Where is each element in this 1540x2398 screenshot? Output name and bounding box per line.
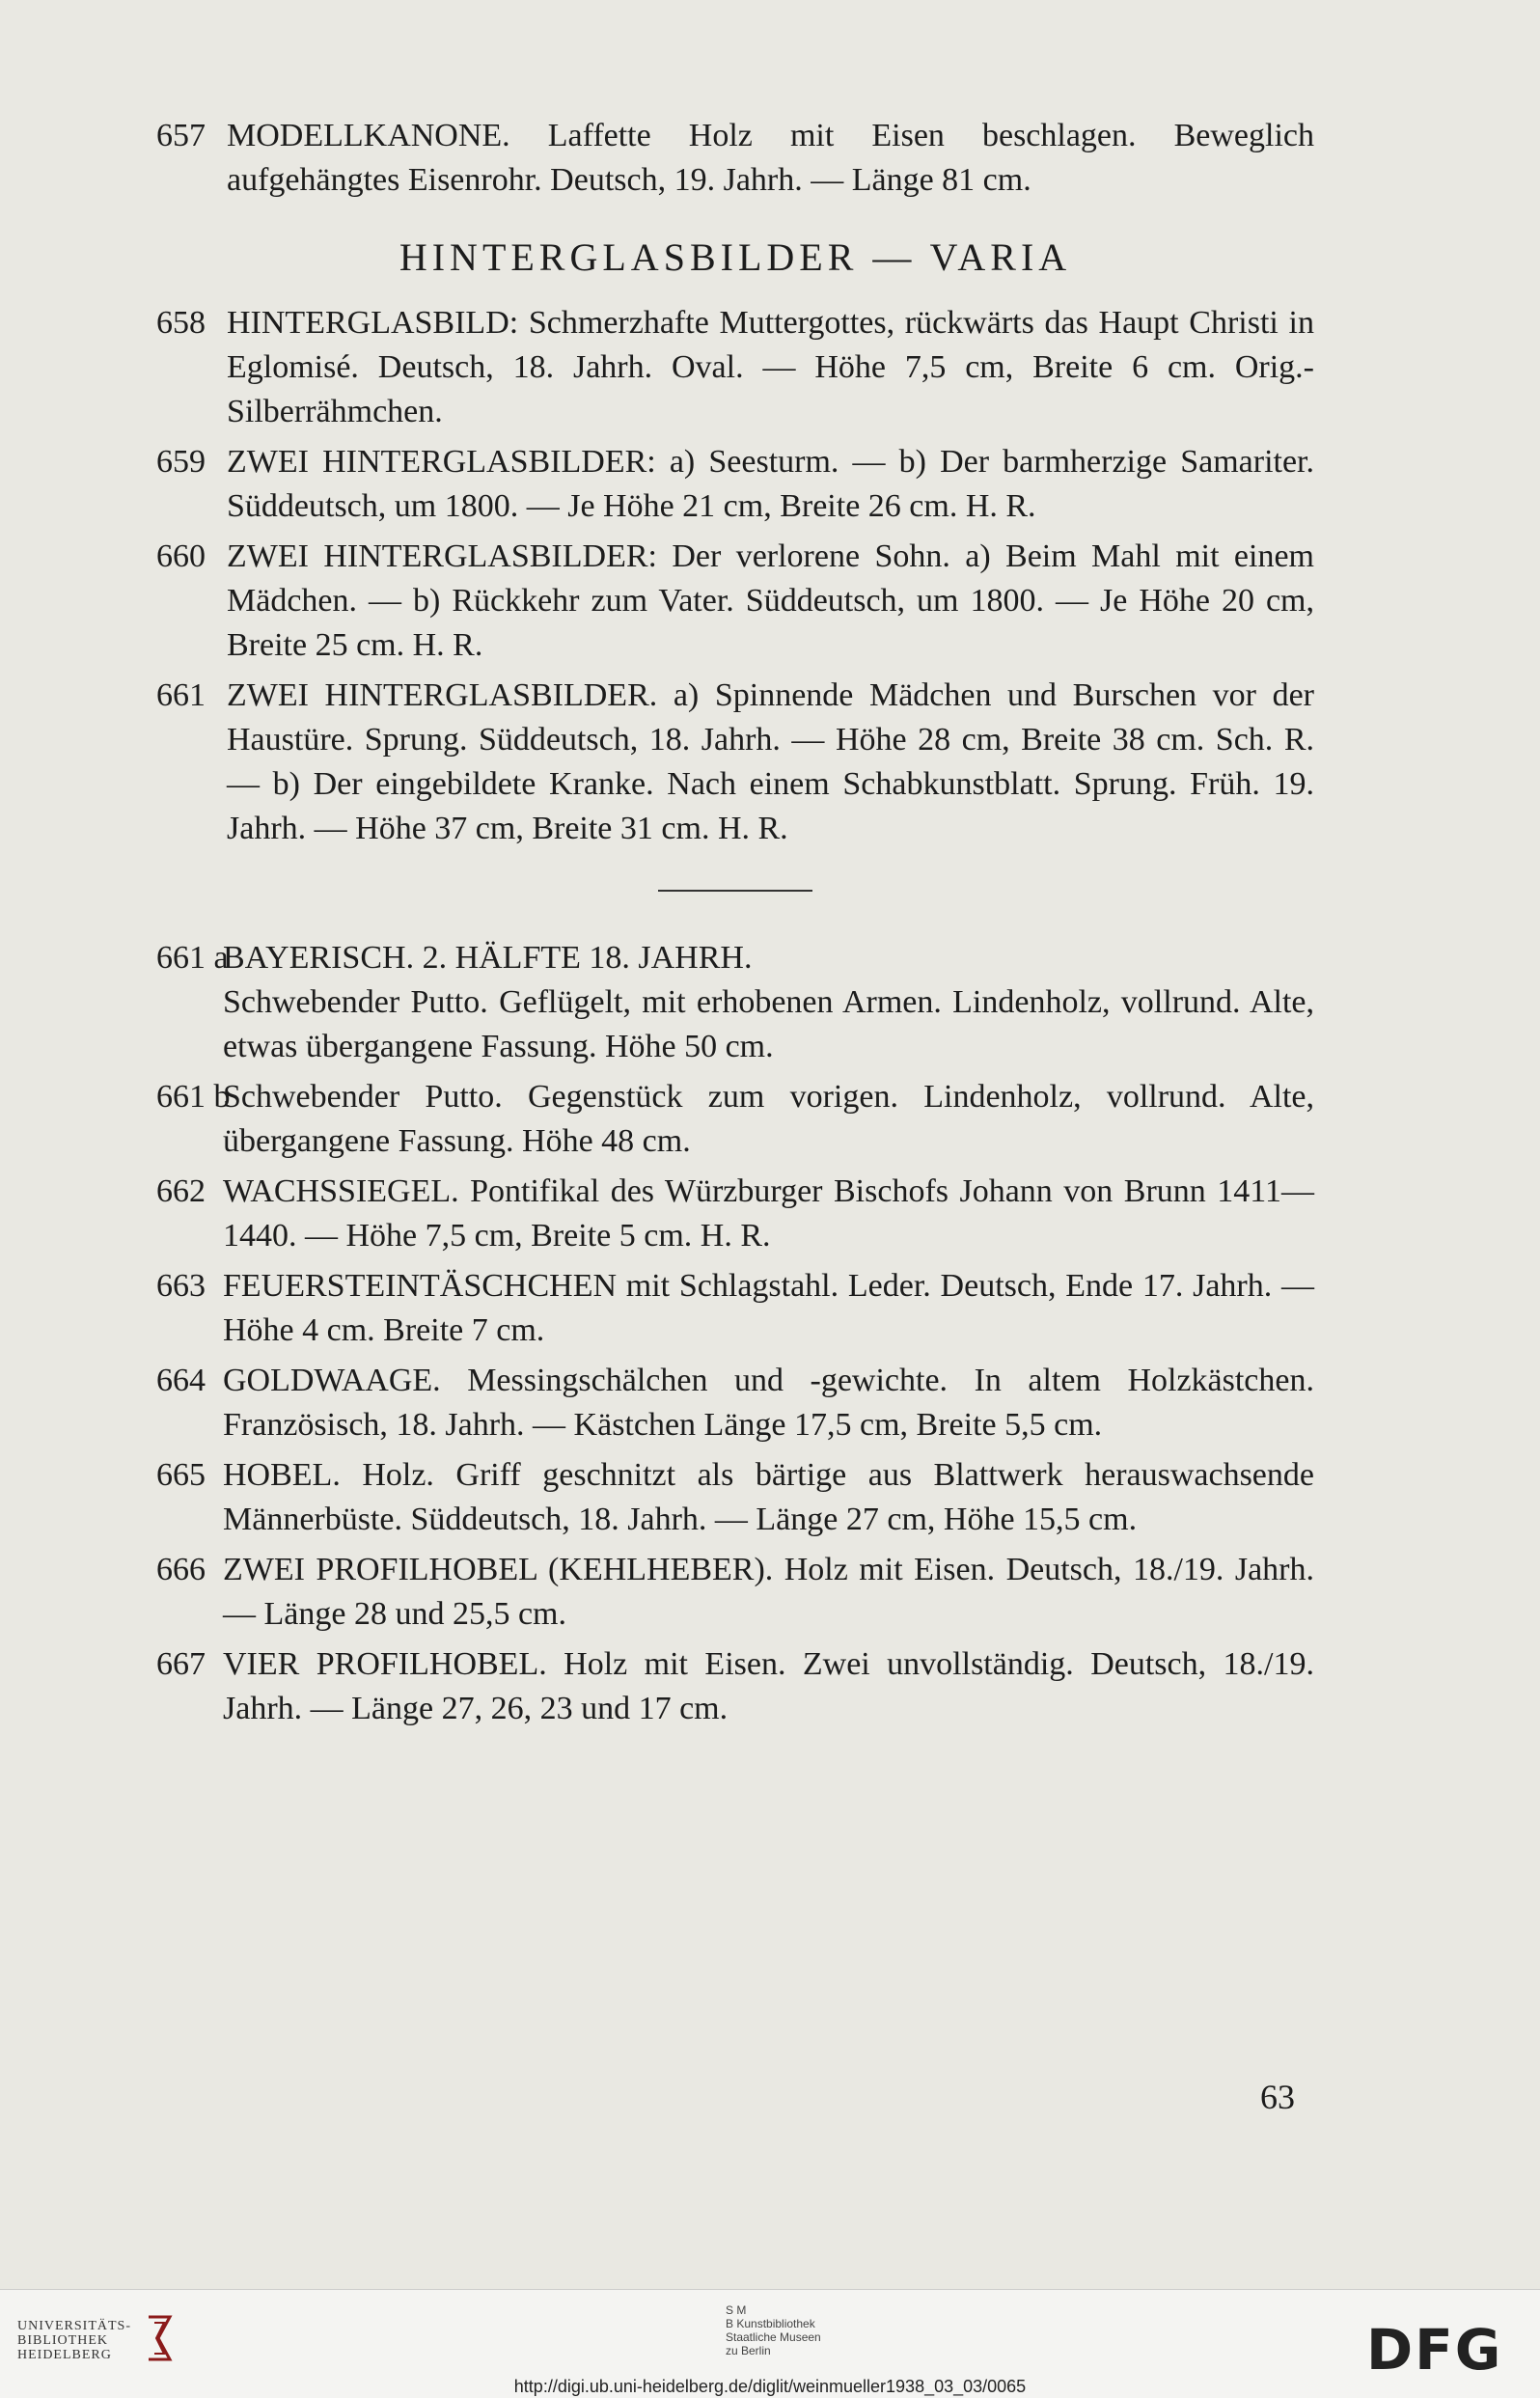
- catalog-entry-658: [156, 301, 1314, 434]
- entry-text: MODELLKANONE. Laffette Holz mit Eisen beschlagen. Beweglich aufgehängtes Eisenrohr. Deutsch, 19. Jahrh. — Länge 81 cm.: [227, 118, 1314, 198]
- credit-line: Staatliche Museen: [726, 2330, 821, 2344]
- entry-number: 661 a: [156, 940, 229, 976]
- entry-text: VIER PROFILHOBEL. Holz mit Eisen. Zwei unvollständig. Deutsch, 18./19. Jahrh. — Länge 27, 26, 23 und 17 cm.: [223, 1646, 1314, 1726]
- entry-number: 663: [156, 1268, 206, 1304]
- university-library-logo[interactable]: [17, 2319, 131, 2362]
- credit-line: S M: [726, 2303, 747, 2317]
- dfg-logo[interactable]: DFG: [1366, 2317, 1503, 2383]
- catalog-entry-661b: [156, 1075, 1314, 1164]
- entry-text: GOLDWAAGE. Messingschälchen und -gewichte. In altem Holzkästchen. Französisch, 18. Jahrh. — Kästchen Länge 17,5 cm, Breite 5,5 cm.: [223, 1363, 1314, 1443]
- entry-text: ZWEI HINTERGLASBILDER: Der verlorene Sohn. a) Beim Mahl mit einem Mädchen. — b) Rückkehr zum Vater. Süddeutsch, um 1800. — Je Höhe 20 cm, Breite 25 cm. H. R.: [227, 538, 1314, 663]
- entry-number: 662: [156, 1173, 206, 1209]
- entry-number: 664: [156, 1363, 206, 1398]
- entry-number: 666: [156, 1552, 206, 1587]
- viewer-footer: [0, 2289, 1540, 2398]
- catalog-entry-661: [156, 674, 1314, 851]
- credit-line: zu Berlin: [726, 2344, 771, 2357]
- entry-number: 658: [156, 305, 206, 341]
- entry-text: Schwebender Putto. Geflügelt, mit erhobenen Armen. Lindenholz, vollrund. Alte, etwas übergangene Fassung. Höhe 50 cm.: [223, 984, 1314, 1064]
- catalog-entry-660: [156, 535, 1314, 668]
- museum-credit: [726, 2303, 821, 2357]
- section-heading: HINTERGLASBILDER — VARIA: [399, 235, 1072, 279]
- entry-text: HINTERGLASBILD: Schmerzhafte Muttergottes, rückwärts das Haupt Christi in Eglomisé. Deutsch, 18. Jahrh. Oval. — Höhe 7,5 cm, Breite 6 cm. Orig.-Silberrähmchen.: [227, 305, 1314, 429]
- entry-number: 661: [156, 677, 206, 713]
- catalog-entry-659: [156, 440, 1314, 529]
- catalog-entry-664: [156, 1359, 1314, 1447]
- divider-rule: [658, 890, 812, 892]
- entry-number: 660: [156, 538, 206, 574]
- catalog-entry-662: [156, 1170, 1314, 1258]
- entry-number: 657: [156, 118, 206, 153]
- catalog-entry-665: [156, 1453, 1314, 1542]
- entry-number: 665: [156, 1457, 206, 1493]
- entry-heading: BAYERISCH. 2. HÄLFTE 18. JAHRH.: [223, 940, 753, 976]
- entry-text: Schwebender Putto. Gegenstück zum vorigen. Lindenholz, vollrund. Alte, übergangene Fassung. Höhe 48 cm.: [223, 1079, 1314, 1159]
- page-number: 63: [1260, 2078, 1295, 2116]
- logo-line: HEIDELBERG: [17, 2348, 112, 2362]
- entry-text: WACHSSIEGEL. Pontifikal des Würzburger Bischofs Johann von Brunn 1411—1440. — Höhe 7,5 cm, Breite 5 cm. H. R.: [223, 1173, 1314, 1254]
- catalog-entry-657: [156, 114, 1314, 203]
- entry-text: ZWEI PROFILHOBEL (KEHLHEBER). Holz mit Eisen. Deutsch, 18./19. Jahrh. — Länge 28 und 25,5 cm.: [223, 1552, 1314, 1632]
- catalog-entry-666: [156, 1548, 1314, 1637]
- entry-text: ZWEI HINTERGLASBILDER: a) Seesturm. — b) Der barmherzige Samariter. Süddeutsch, um 1800. — Je Höhe 21 cm, Breite 26 cm. H. R.: [227, 444, 1314, 524]
- catalog-entry-667: [156, 1642, 1314, 1731]
- entry-number: 667: [156, 1646, 206, 1682]
- entry-text: ZWEI HINTERGLASBILDER. a) Spinnende Mädchen und Burschen vor der Haustüre. Sprung. Süddeutsch, 18. Jahrh. — Höhe 28 cm, Breite 38 cm. Sch. R. — b) Der eingebildete Kranke. Nach einem Schabkunstblatt. Sprung. Früh. 19. Jahrh. — Höhe 37 cm, Breite 31 cm. H. R.: [227, 677, 1314, 846]
- permalink-url[interactable]: http://digi.ub.uni-heidelberg.de/diglit/weinmueller1938_03_03/0065: [513, 2377, 1027, 2396]
- university-mark-icon: [141, 2309, 179, 2367]
- credit-line: B Kunstbibliothek: [726, 2317, 815, 2330]
- logo-line: UNIVERSITÄTS-: [17, 2319, 131, 2333]
- logo-line: BIBLIOTHEK: [17, 2333, 108, 2348]
- page-content: [156, 114, 1314, 1737]
- entry-number: 659: [156, 444, 206, 480]
- entry-number: 661 b: [156, 1079, 231, 1115]
- entry-text: FEUERSTEINTÄSCHCHEN mit Schlagstahl. Leder. Deutsch, Ende 17. Jahrh. — Höhe 4 cm. Breite 7 cm.: [223, 1268, 1314, 1348]
- catalog-entry-661a: [156, 936, 1314, 1069]
- catalog-entry-663: [156, 1264, 1314, 1353]
- entry-text: HOBEL. Holz. Griff geschnitzt als bärtige aus Blattwerk herauswachsende Männerbüste. Süddeutsch, 18. Jahrh. — Länge 27 cm, Höhe 15,5 cm.: [223, 1457, 1314, 1537]
